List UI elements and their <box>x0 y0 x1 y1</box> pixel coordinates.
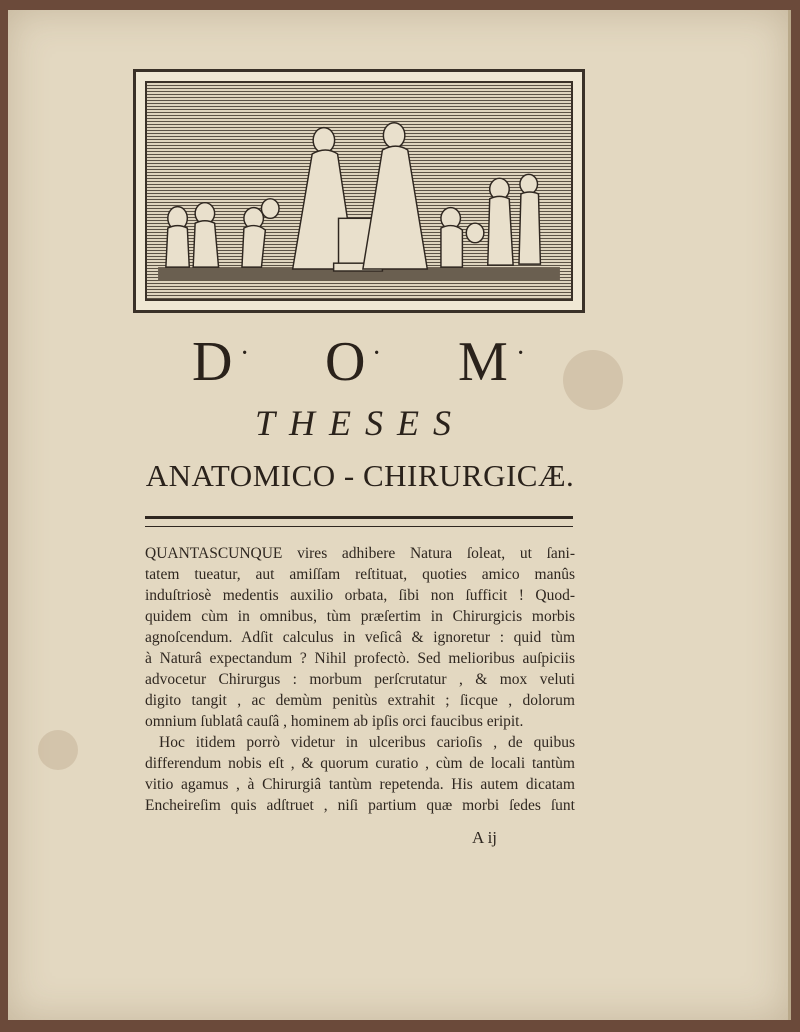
divider-rule <box>145 516 573 527</box>
engraved-vignette-illustration <box>133 69 585 313</box>
text-line: quidem cùm in omnibus, tùm præſertim in Chirurgicis morbis <box>145 608 575 625</box>
text-line: tatem tueatur, aut amiſſam reſtituat, quoties amico manûs <box>145 566 575 583</box>
page-title: ANATOMICO - CHIRURGICÆ. <box>145 458 575 493</box>
text-line: vitio agamus , à Chirurgiâ tantùm repetenda. His autem dicatam <box>145 776 575 793</box>
dom-letter-m: M <box>458 331 510 393</box>
vignette-figures <box>136 72 582 310</box>
text-line: advocetur Chirurgus : morbum perſcrutatur , & mox veluti <box>145 671 575 688</box>
text-line: QUANTASCUNQUE vires adhibere Natura ſoleat, ut ſani- <box>145 545 575 562</box>
dom-letter-o: O <box>325 331 368 393</box>
text-line: digito tangit , ac demùm penitùs extrahit ; ſicque , dolorum <box>145 692 575 709</box>
text-line: induſtriosè medentis auxilio orbata, ſibi non ſufficit ! Quod- <box>145 587 575 604</box>
dom-heading: D · O · M · <box>192 331 528 393</box>
body-paragraph <box>145 543 575 816</box>
text-line: omnium ſublatâ cauſâ , hominem ab ipſis orci faucibus eripit. <box>145 713 524 730</box>
text-line: Encheireſim quis adſtruet , niſi partium quæ morbi ſedes ſunt <box>145 797 575 814</box>
page-signature: A ij <box>472 828 498 847</box>
text-line: Hoc itidem porrò videtur in ulceribus carioſis , de quibus <box>159 734 575 751</box>
dom-letter-d: D <box>192 331 235 393</box>
theses-heading: THESES <box>255 403 465 443</box>
text-line: à Naturâ expectandum ? Nihil profectò. Sed melioribus auſpiciis <box>145 650 575 667</box>
text-line: agnoſcendum. Adſit calculus in veſicâ & ignoretur : quid tùm <box>145 629 575 646</box>
text-line: differendum nobis eſt , & quorum curatio , cùm de locali tantùm <box>145 755 575 772</box>
